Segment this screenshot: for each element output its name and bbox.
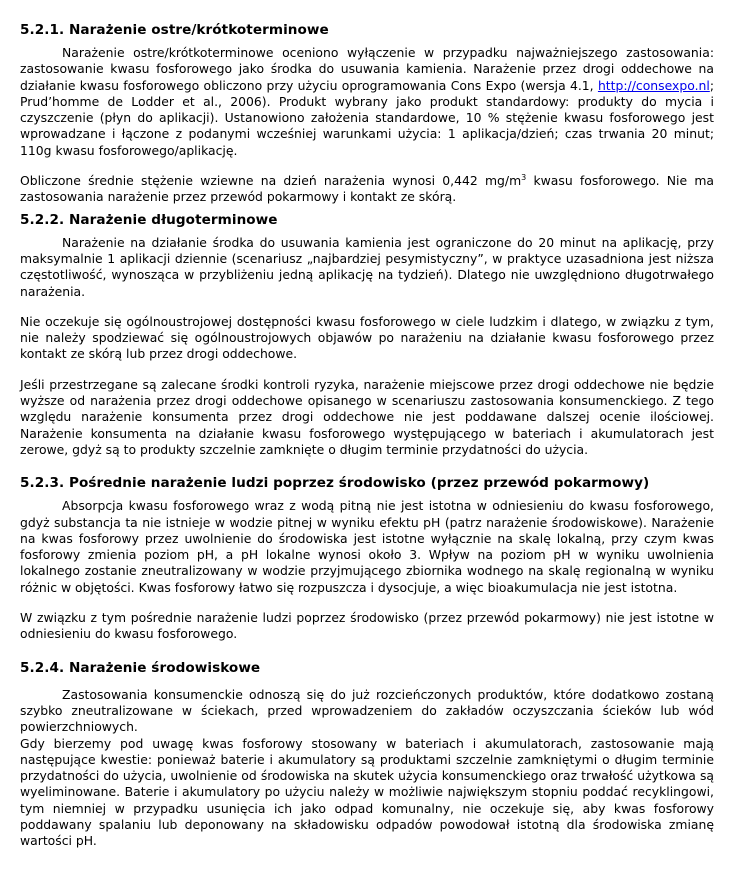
- paragraph-indirect-2: W związku z tym pośrednie narażenie ludzi poprzez środowisko (przez przewód pokarmowy) nie jest istotne w odniesieniu do kwasu fosforowego.: [20, 610, 714, 642]
- paragraph-acute-exposure: [20, 45, 714, 159]
- paragraph-longterm-2: Nie oczekuje się ogólnoustrojowej dostępności kwasu fosforowego w ciele ludzkim i dlatego, w związku z tym, nie należy spodziewać się ogólnoustrojowych objawów po narażeniu na działanie kwasu fosforowego przez kontakt ze skórą lub przez drogi oddechowe.: [20, 313, 714, 362]
- document-page: [20, 22, 714, 850]
- paragraph-environment-1: Zastosowania konsumenckie odnoszą się do już rozcieńczonych produktów, które dodatkowo zostaną szybko zneutralizowane w ściekach, przed wprowadzeniem do zakładów oczyszczania ścieków lub wód powierzchniowych.: [20, 686, 714, 735]
- paragraph-inhalation-result: [20, 173, 714, 206]
- superscript: 3: [521, 173, 527, 183]
- paragraph-text: ; Prud’homme de Lodder et al., 2006). Produkt wybrany jako produkt standardowy: produkty do mycia i czyszczenie (płyn do aplikacji). Ustanowiono założenia standardowe, 10 % stężenie kwasu fosforowego jest wprowadzane i łączone z podanymi wcześniej warunkami użycia: 1 aplikacja/dzień; czas trwania 20 minut; 110g kwasu fosforowego/aplikację.: [20, 77, 714, 158]
- section-heading-5-2-4: 5.2.4. Narażenie środowiskowe: [20, 659, 261, 676]
- paragraph-longterm-3: Jeśli przestrzegane są zalecane środki kontroli ryzyka, narażenie miejscowe przez drogi oddechowe nie będzie wyższe od narażenia przez drogi oddechowe opisanego w scenariuszu zastosowania konsumenckiego. Z tego względu narażenie konsumenta przez drogi oddechowe nie jest poddawane dalszej ocenie ilościowej. Narażenie konsumenta na działanie kwasu fosforowego występującego w bateriach i akumulatorach jest zerowe, gdyż są to produkty szczelnie zamknięte o długim terminie przydatności do użycia.: [20, 376, 714, 457]
- paragraph-environment-2: Gdy bierzemy pod uwagę kwas fosforowy stosowany w bateriach i akumulatorach, zastosowanie mają następujące kwestie: ponieważ baterie i akumulatory są produktami szczelnie zamkniętymi o długim terminie przydatności do użycia, uwolnienie od środowiska na skutek użycia konsumenckiego oraz trwałość użytkowa są wyeliminowane. Baterie i akumulatory po użyciu należy w możliwie największym stopniu poddać recyklingowi, tym niemniej w przypadku usunięcia ich jako odpad komunalny, nie oczekuje się, aby kwas fosforowy poddawany spalaniu lub deponowany na składowisku odpadów powodował istotną dla środowiska zmianę wartości pH.: [20, 735, 714, 849]
- section-heading-5-2-2: 5.2.2. Narażenie długoterminowe: [20, 211, 278, 228]
- section-heading-5-2-3: 5.2.3. Pośrednie narażenie ludzi poprzez środowisko (przez przewód pokarmowy): [20, 475, 650, 492]
- paragraph-longterm-1: Narażenie na działanie środka do usuwania kamienia jest ograniczone do 20 minut na aplikację, przy maksymalnie 1 aplikacji dziennie (scenariusz „najbardziej pesymistyczny”, w praktyce uzasadniona jest niższa częstotliwość, wynosząca w przybliżeniu jedną aplikację na tydzień). Dlatego nie uwzględniono długotrwałego narażenia.: [20, 234, 714, 299]
- paragraph-indirect-1: Absorpcja kwasu fosforowego wraz z wodą pitną nie jest istotna w odniesieniu do kwasu fosforowego, gdyż substancja ta nie istnieje w wodzie pitnej w wyniku efektu pH (patrz narażenie środowiskowe). Narażenie na kwas fosforowy przez uwolnienie do środowiska jest istotne wyłącznie na skalę lokalną, przy czym kwas fosforowy zmienia poziom pH, a pH lokalne wynosi około 3. Wpływ na poziom pH w wyniku uwolnienia lokalnego zostanie zneutralizowany w wodzie przyjmującego zbiornika wodnego na skalę regionalną w wyniku różnic w objętości. Kwas fosforowy łatwo się rozpuszcza i dysocjuje, a więc bioakumulacja nie jest istotna.: [20, 498, 714, 595]
- section-heading-5-2-1: 5.2.1. Narażenie ostre/krótkoterminowe: [20, 22, 329, 38]
- paragraph-text: kwasu fosforowego. Nie ma zastosowania narażenie przez przewód pokarmowy i kontakt ze skórą.: [20, 173, 714, 205]
- paragraph-text: Narażenie ostre/krótkoterminowe oceniono wyłączenie w przypadku najważniejszego zastosowania: zastosowanie kwasu fosforowego jako środka do usuwania kamienia. Narażenie przez drogi oddechowe na działanie kwasu fosforowego obliczono przy użyciu oprogramowania Cons Expo (wersja 4.1,: [20, 45, 714, 93]
- paragraph-text: Obliczone średnie stężenie wziewne na dzień narażenia wynosi 0,442 mg/m: [20, 173, 522, 189]
- consexpo-link[interactable]: http://consexpo.nl: [597, 77, 710, 93]
